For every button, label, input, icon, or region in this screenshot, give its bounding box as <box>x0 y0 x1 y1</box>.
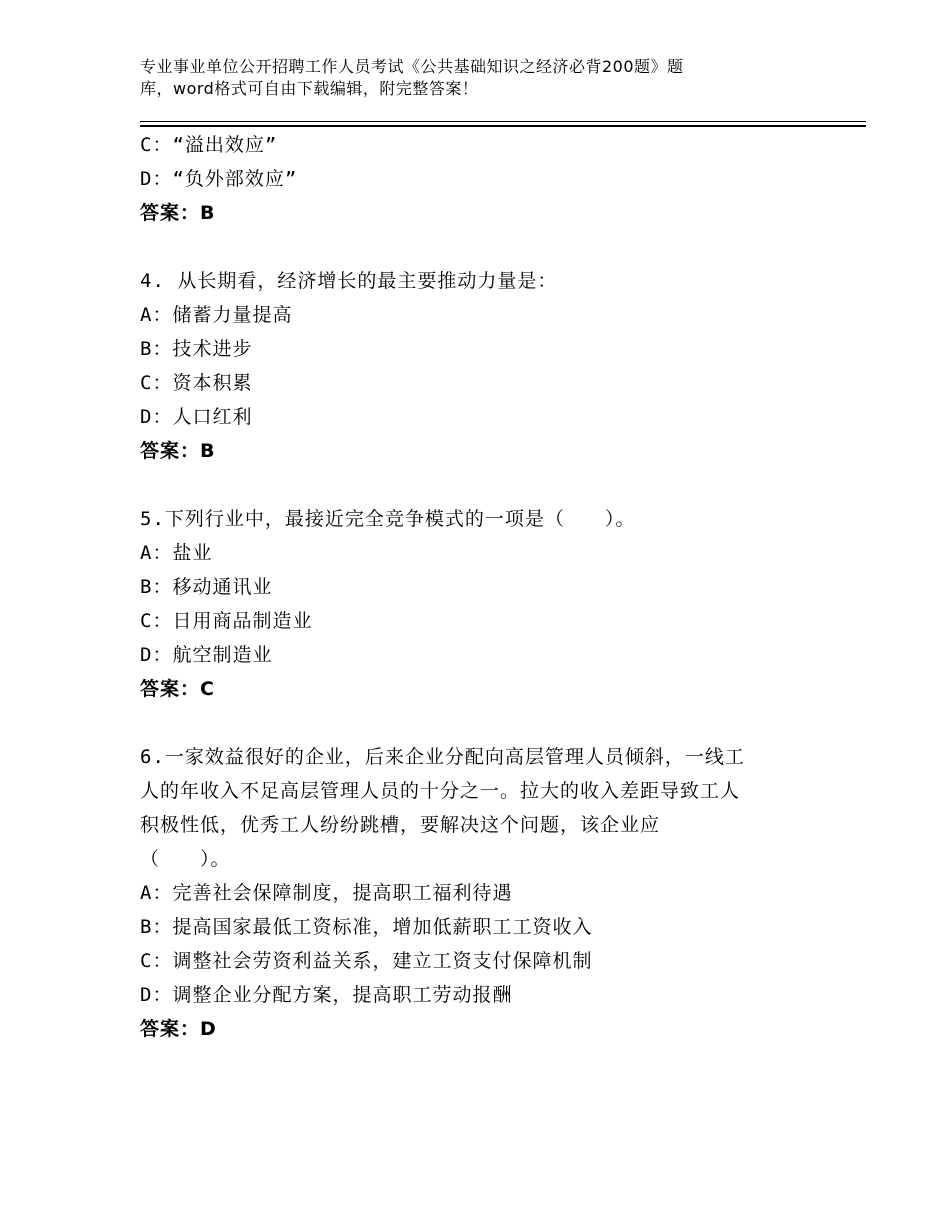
q4-option-c: C：资本积累 <box>140 372 253 394</box>
question-4 <box>140 264 820 468</box>
q4-option-b: B：技术进步 <box>140 338 253 360</box>
question-5 <box>140 502 820 706</box>
q5-option-d: D：航空制造业 <box>140 644 273 666</box>
spacer <box>140 230 820 264</box>
q5-option-b: B：移动通讯业 <box>140 576 273 598</box>
q3-answer: 答案：B <box>140 202 216 224</box>
question-6 <box>140 740 820 1046</box>
question-3-tail <box>140 128 820 230</box>
q5-stem: 5.下列行业中，最接近完全竞争模式的一项是（ ）。 <box>140 508 636 530</box>
q5-option-c: C：日用商品制造业 <box>140 610 313 632</box>
q6-option-d: D：调整企业分配方案，提高职工劳动报酬 <box>140 984 513 1006</box>
header-rule-thin <box>140 121 866 122</box>
q6-stem-line-1: 6.一家效益很好的企业，后来企业分配向高层管理人员倾斜，一线工 <box>140 746 745 768</box>
q6-stem-line-2: 人的年收入不足高层管理人员的十分之一。拉大的收入差距导致工人 <box>140 780 741 802</box>
q4-option-d: D：人口红利 <box>140 406 253 428</box>
header-line-1: 专业事业单位公开招聘工作人员考试《公共基础知识之经济必背200题》题 <box>140 57 684 76</box>
q5-answer: 答案：C <box>140 678 215 700</box>
q6-answer: 答案：D <box>140 1018 217 1040</box>
q4-answer: 答案：B <box>140 440 216 462</box>
q6-option-a: A：完善社会保障制度，提高职工福利待遇 <box>140 882 513 904</box>
header-line-2: 库，word格式可自由下载编辑，附完整答案！ <box>140 79 479 98</box>
header-rule-thick <box>140 125 866 127</box>
q6-option-b: B：提高国家最低工资标准，增加低薪职工工资收入 <box>140 916 593 938</box>
q3-option-c: C：“溢出效应” <box>140 134 278 156</box>
document-header <box>140 56 780 100</box>
q6-stem-line-3: 积极性低，优秀工人纷纷跳槽，要解决这个问题，该企业应 <box>140 814 661 836</box>
q4-stem: 4. 从长期看，经济增长的最主要推动力量是： <box>140 270 558 292</box>
spacer <box>140 706 820 740</box>
spacer <box>140 468 820 502</box>
document-body <box>140 128 820 1046</box>
q6-stem-line-4: （ ）。 <box>140 848 231 870</box>
q3-option-d: D：“负外部效应” <box>140 168 298 190</box>
q6-option-c: C：调整社会劳资利益关系，建立工资支付保障机制 <box>140 950 593 972</box>
q4-option-a: A：储蓄力量提高 <box>140 304 293 326</box>
q5-option-a: A：盐业 <box>140 542 213 564</box>
